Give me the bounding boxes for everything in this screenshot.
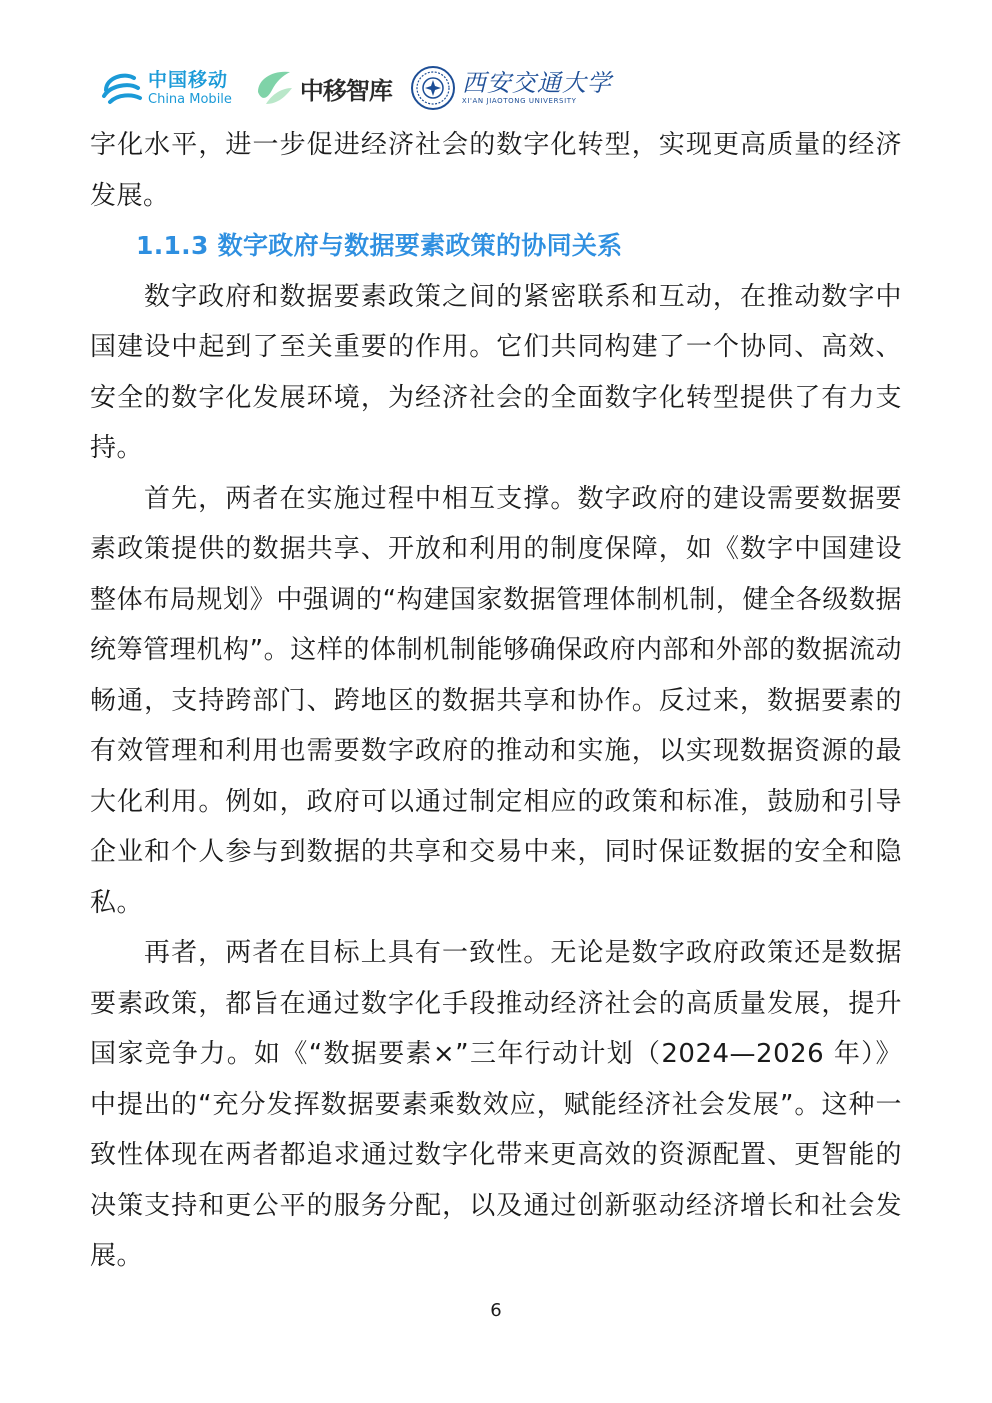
paragraph-3: 再者，两者在目标上具有一致性。无论是数字政府政策还是数据要素政策，都旨在通过数字化手段推动经济社会的高质量发展，提升国家竞争力。如《“数据要素×”三年行动计划（2024—2026 年）》中提出的“充分发挥数据要素乘数效应，赋能经济社会发展”。这种一致性体现在两者都追求通过数字化带来更高效的资源配置、更智能的决策支持和更公平的服务分配，以及通过创新驱动经济增长和社会发展。 (90, 938, 902, 1271)
xjtu-name-cn: 西安交通大学 (461, 69, 612, 97)
zhongyi-zhiku-text: 中移智库 (299, 76, 392, 105)
paragraph-2: 首先，两者在实施过程中相互支撑。数字政府的建设需要数据要素政策提供的数据共享、开放和利用的制度保障，如《数字中国建设整体布局规划》中强调的“构建国家数据管理体制机制，健全各级数据统筹管理机构”。这样的体制机制能够确保政府内部和外部的数据流动畅通，支持跨部门、跨地区的数据共享和协作。反过来，数据要素的有效管理和利用也需要数字政府的推动和实施，以实现数据资源的最大化利用。例如，政府可以通过制定相应的政策和标准，鼓励和引导企业和个人参与到数据的共享和交易中来，同时保证数据的安全和隐私。 (90, 483, 902, 918)
document-body (90, 120, 902, 1282)
xjtu-seal-icon (410, 65, 456, 111)
xjtu-name-en: XI'AN JIAOTONG UNIVERSITY (461, 97, 577, 105)
china-mobile-cn: 中国移动 (148, 68, 229, 91)
xjtu-logo (410, 65, 612, 111)
zhongyi-zhiku-logo (252, 66, 392, 110)
china-mobile-emblem-icon (100, 68, 144, 108)
page-number: 6 (490, 1300, 502, 1321)
page-header (100, 62, 612, 114)
china-mobile-logo (100, 68, 232, 108)
paragraph-1: 数字政府和数据要素政策之间的紧密联系和互动，在推动数字中国建设中起到了至关重要的作用。它们共同构建了一个协同、高效、安全的数字化发展环境，为经济社会的全面数字化转型提供了有力支持。 (90, 281, 902, 463)
zhiku-leaf-icon (252, 66, 296, 110)
section-heading: 1.1.3 数字政府与数据要素政策的协同关系 (136, 231, 623, 260)
china-mobile-en: China Mobile (148, 91, 232, 107)
paragraph-continuation: 字化水平，进一步促进经济社会的数字化转型，实现更高质量的经济发展。 (90, 130, 902, 211)
